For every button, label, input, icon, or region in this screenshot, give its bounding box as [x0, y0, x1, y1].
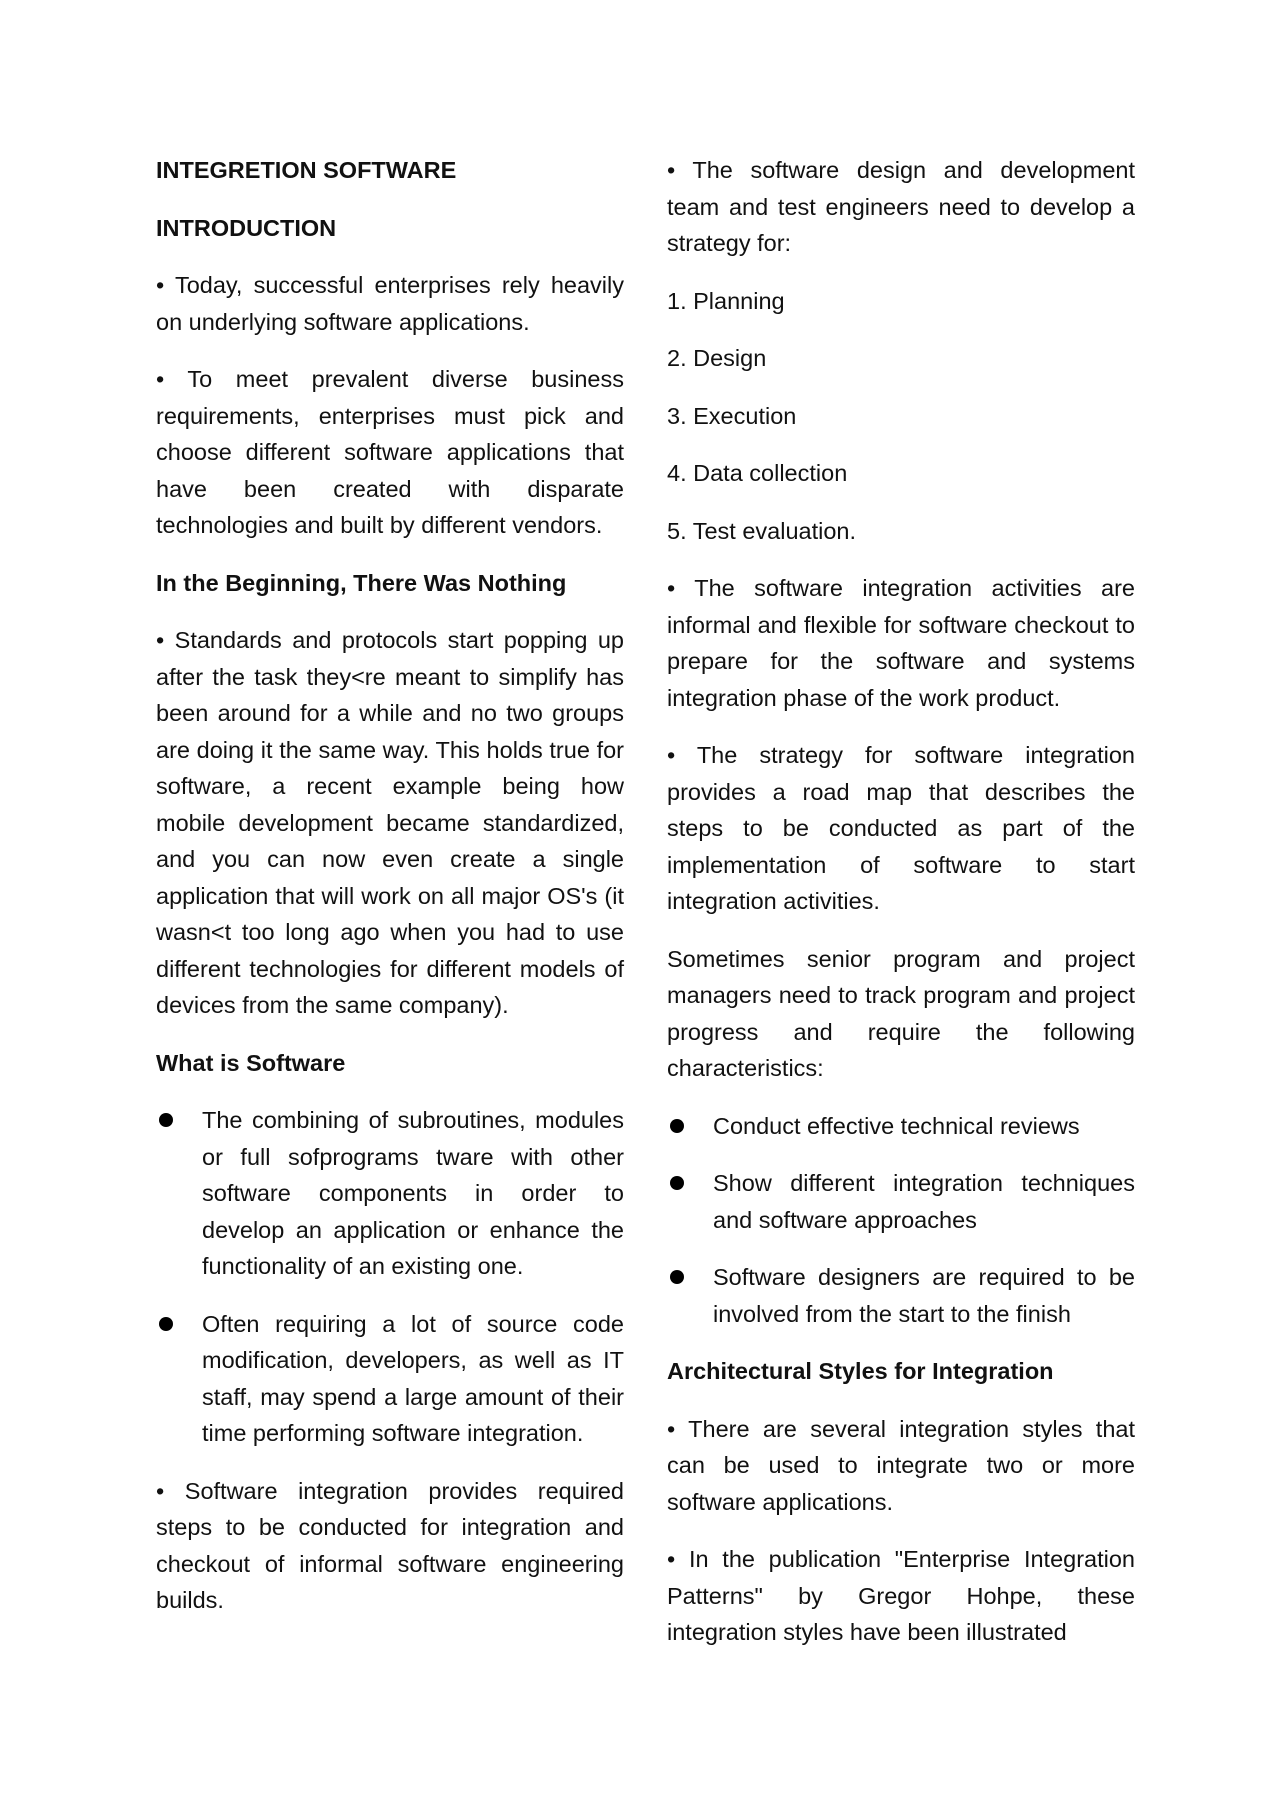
- strategy-paragraph: • The software design and development team and test engineers need to develop a strategy for:: [667, 157, 1135, 256]
- list-item: [156, 1102, 624, 1285]
- characteristics-list: [667, 1108, 1135, 1333]
- beginning-heading: In the Beginning, There Was Nothing: [156, 569, 567, 596]
- step-item: 5. Test evaluation.: [667, 517, 856, 544]
- intro-paragraph-1: • Today, successful enterprises rely heavily on underlying software applications.: [156, 272, 624, 335]
- list-item-text: Conduct effective technical reviews: [713, 1112, 1080, 1139]
- styles-paragraph-2: • In the publication "Enterprise Integration Patterns" by Gregor Hohpe, these integration styles have been illustrated: [667, 1546, 1135, 1645]
- list-item: [667, 1165, 1135, 1238]
- left-column: [156, 152, 624, 1640]
- beginning-paragraph: • Standards and protocols start popping up after the task they˂re meant to simplify has been around for a while and no two groups are doing it the same way. This holds true for software, a recent example being how mobile development became standardized, and you can now even create a single application that will work on all major OS's (it wasn˂t too long ago when you had to use different technologies for different models of devices from the same company).: [156, 627, 624, 1018]
- step-item: 4. Data collection: [667, 460, 848, 486]
- bullet-dot-icon: [670, 1270, 684, 1284]
- introduction-heading: INTRODUCTION: [156, 214, 337, 241]
- list-item-text: Often requiring a lot of source code modification, developers, as well as IT staff, may spend a large amount of their time performing software integration.: [202, 1310, 624, 1446]
- activities-paragraph: • The software integration activities are informal and flexible for software checkout to prepare for the software and systems integration phase of the work product.: [667, 575, 1135, 711]
- styles-paragraph-1: • There are several integration styles that can be used to integrate two or more software applications.: [667, 1415, 1135, 1515]
- intro-paragraph-2: • To meet prevalent diverse business requirements, enterprises must pick and choose different software applications that have been created with disparate technologies and built by different vendors.: [156, 366, 624, 538]
- document-title: INTEGRETION SOFTWARE: [156, 157, 457, 183]
- list-item: [667, 1108, 1135, 1145]
- list-item: [667, 1259, 1135, 1332]
- step-item: 1. Planning: [667, 287, 785, 314]
- list-item-text: Show different integration techniques and software approaches: [713, 1170, 1135, 1233]
- architectural-styles-heading: Architectural Styles for Integration: [667, 1358, 1054, 1384]
- bullet-dot-icon: [159, 1317, 173, 1331]
- right-column: [667, 152, 1135, 1672]
- list-item: [156, 1306, 624, 1452]
- step-item: 3. Execution: [667, 402, 797, 429]
- bullet-dot-icon: [670, 1119, 684, 1133]
- list-item-text: The combining of subroutines, modules or full sofprograms tware with other software components in order to develop an application or enhance the functionality of an existing one.: [202, 1107, 624, 1279]
- list-item-text: Software designers are required to be involved from the start to the finish: [713, 1264, 1135, 1327]
- what-is-software-heading: What is Software: [156, 1049, 346, 1076]
- roadmap-paragraph: • The strategy for software integration provides a road map that describes the steps to be conducted as part of the implementation of software to start integration activities.: [667, 742, 1135, 914]
- software-bullet-list: [156, 1102, 624, 1452]
- managers-paragraph: Sometimes senior program and project managers need to track program and project progress and require the following characteristics:: [667, 945, 1135, 1081]
- bullet-dot-icon: [670, 1176, 684, 1190]
- step-item: 2. Design: [667, 345, 767, 371]
- software-integration-paragraph: • Software integration provides required steps to be conducted for integration and checkout of informal software engineering builds.: [156, 1477, 624, 1613]
- bullet-dot-icon: [159, 1113, 173, 1127]
